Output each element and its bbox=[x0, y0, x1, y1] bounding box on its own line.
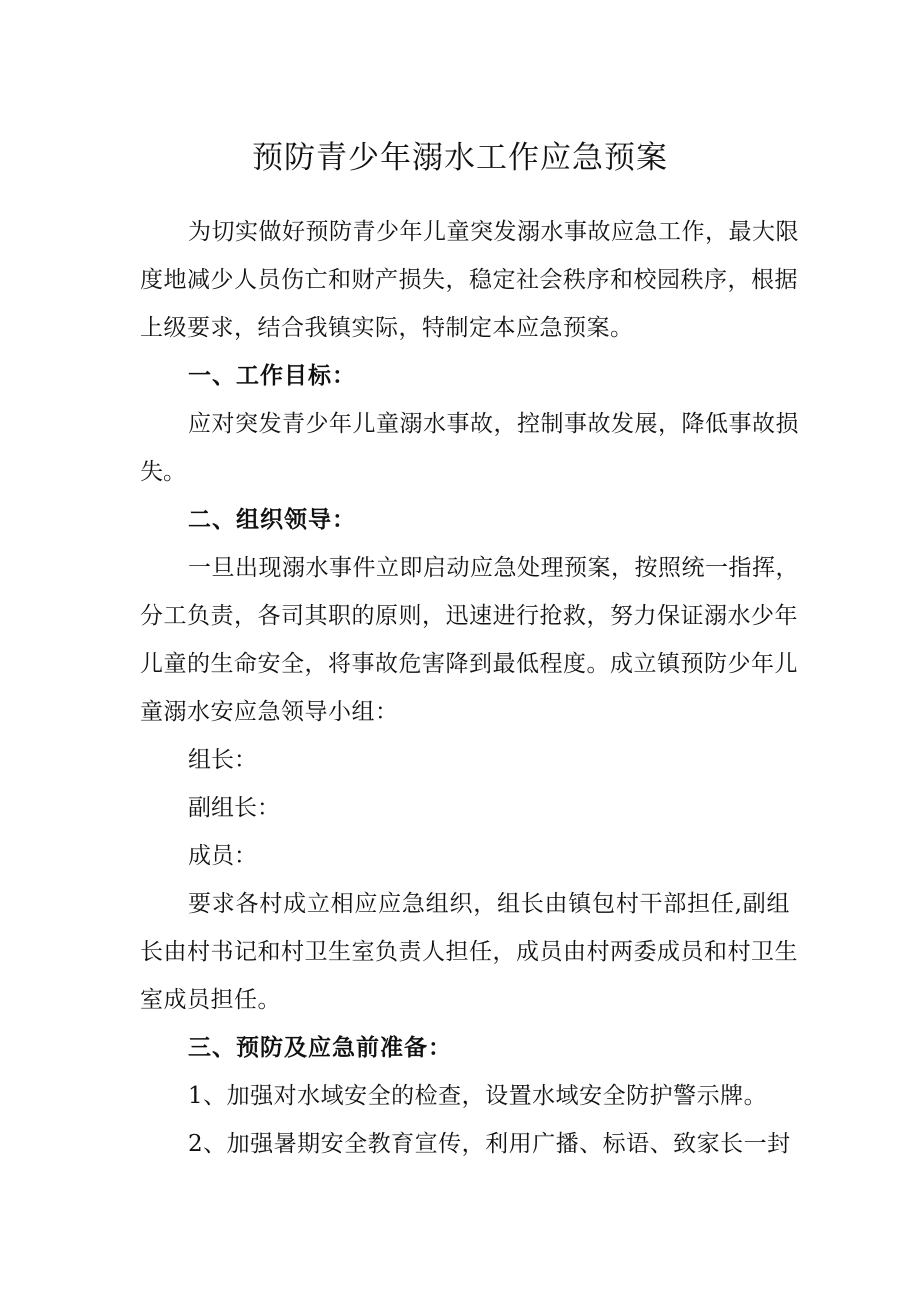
section3-item-1: 1、加强对水域安全的检查，设置水域安全防护警示牌。 bbox=[188, 1083, 768, 1109]
section2-line-2: 分工负责，各司其职的原则，迅速进行抢救，努力保证溺水少年 bbox=[140, 603, 798, 629]
requirement-line-3: 室成员担任。 bbox=[140, 987, 281, 1013]
section1-heading: 一、工作目标： bbox=[188, 363, 356, 389]
section2-line-3: 儿童的生命安全，将事故危害降到最低程度。成立镇预防少年儿 bbox=[140, 651, 798, 677]
section3-item-2: 2、加强暑期安全教育宣传，利用广播、标语、致家长一封 bbox=[188, 1131, 791, 1157]
requirement-line-1: 要求各村成立相应应急组织，组长由镇包村干部担任,副组 bbox=[188, 891, 790, 917]
member-members: 成员： bbox=[188, 843, 257, 869]
section3-heading: 三、预防及应急前准备： bbox=[188, 1035, 452, 1061]
section2-line-4: 童溺水安应急领导小组： bbox=[140, 699, 399, 725]
requirement-line-2: 长由村书记和村卫生室负责人担任，成员由村两委成员和村卫生 bbox=[140, 939, 798, 965]
section1-line-2: 失。 bbox=[140, 459, 186, 485]
section2-line-1: 一旦出现溺水事件立即启动应急处理预案，按照统一指挥， bbox=[188, 555, 799, 581]
section1-line-1: 应对突发青少年儿童溺水事故，控制事故发展，降低事故损 bbox=[188, 411, 799, 437]
intro-line-3: 上级要求，结合我镇实际，特制定本应急预案。 bbox=[140, 315, 634, 341]
document-title: 预防青少年溺水工作应急预案 bbox=[252, 140, 668, 176]
section2-heading: 二、组织领导： bbox=[188, 507, 356, 533]
intro-line-1: 为切实做好预防青少年儿童突发溺水事故应急工作，最大限 bbox=[188, 219, 799, 245]
member-leader: 组长： bbox=[188, 747, 257, 773]
intro-line-2: 度地减少人员伤亡和财产损失，稳定社会秩序和校园秩序，根据 bbox=[140, 267, 798, 293]
member-deputy-leader: 副组长： bbox=[188, 795, 280, 821]
